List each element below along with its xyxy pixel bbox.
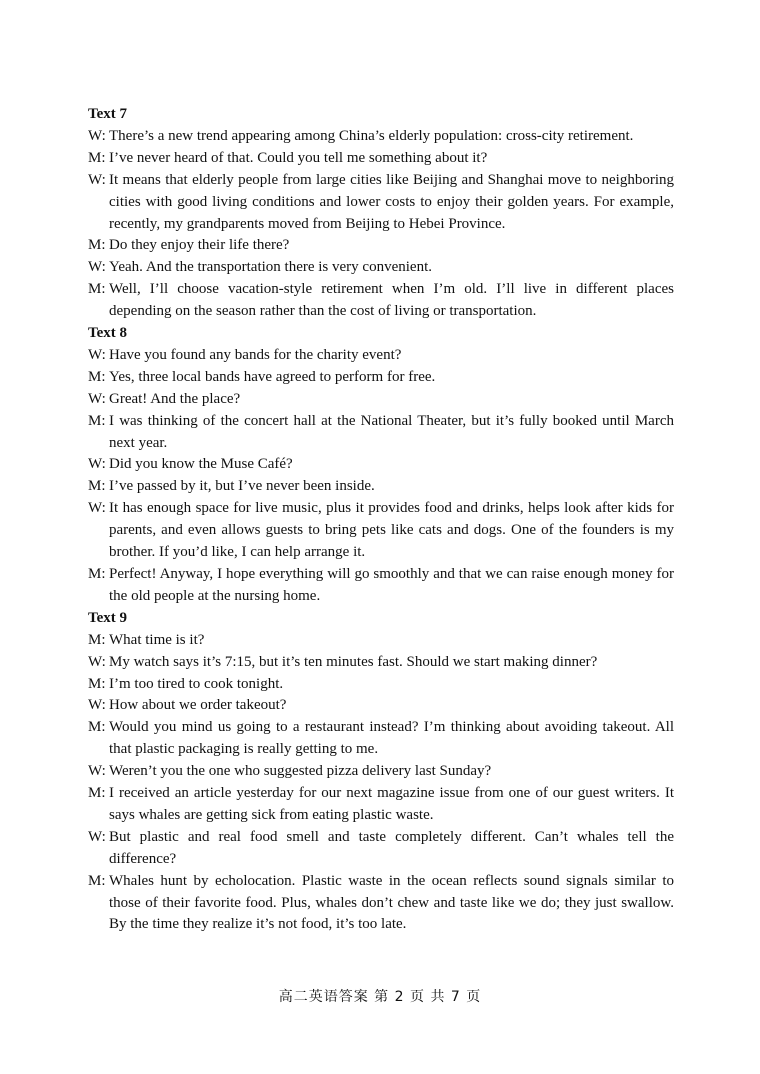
dialogue-text: Did you know the Muse Café? [109,456,293,473]
dialogue-line [88,871,674,937]
dialogue-line [88,148,674,170]
dialogue-line [88,630,674,652]
speaker-label: W: [88,171,106,188]
speaker-label: M: [88,281,106,298]
section-title: Text 8 [88,325,128,342]
speaker-label: W: [88,127,106,144]
dialogue-text: Great! And the place? [109,390,241,407]
dialogue-line [88,498,674,564]
dialogue-line [88,367,674,389]
dialogue-text: Yes, three local bands have agreed to perform for free. [109,368,436,385]
dialogue-line [88,695,674,717]
dialogue-line [88,674,674,696]
dialogue-line [88,717,674,761]
section-title: Text 9 [88,609,128,626]
section-title: Text 7 [88,106,128,122]
dialogue-text: How about we order takeout? [109,697,287,714]
dialogue-line [88,389,674,411]
dialogue-text: What time is it? [109,631,205,648]
section-text-9 [88,608,674,937]
speaker-label: M: [88,785,106,802]
dialogue-text: I’m too tired to cook tonight. [109,675,284,692]
dialogue-text: There’s a new trend appearing among China’s elderly population: cross-city retirement. [109,127,634,144]
section-text-8 [88,323,674,608]
speaker-label: M: [88,412,106,429]
speaker-label: W: [88,763,106,780]
dialogue-line [88,170,674,236]
speaker-label: M: [88,631,106,648]
dialogue-text: I was thinking of the concert hall at the National Theater, but it’s fully booked until March next year. [109,412,674,451]
dialogue-line [88,257,674,279]
speaker-label: M: [88,368,106,385]
dialogue-text: I’ve passed by it, but I’ve never been inside. [109,478,375,495]
speaker-label: M: [88,478,106,495]
speaker-label: W: [88,259,106,276]
dialogue-line [88,783,674,827]
dialogue-line [88,564,674,608]
dialogue-line [88,126,674,148]
dialogue-text: But plastic and real food smell and taste completely different. Can’t whales tell the difference? [109,828,674,867]
dialogue-text: Would you mind us going to a restaurant instead? I’m thinking about avoiding takeout. All that plastic packaging is really getting to me. [109,719,674,758]
dialogue-text: It has enough space for live music, plus it provides food and drinks, helps look after kids for parents, and even allows guests to bring pets like cats and dogs. One of the founders is my brother. If you’d like, I can help arrange it. [109,500,674,561]
transcript-page [88,104,674,936]
speaker-label: M: [88,566,106,582]
dialogue-text: Weren’t you the one who suggested pizza delivery last Sunday? [109,763,492,780]
section-text-7 [88,104,674,323]
speaker-label: M: [88,675,106,692]
speaker-label: W: [88,828,106,845]
dialogue-text: Perfect! Anyway, I hope everything will go smoothly and that we can raise enough money for the old people at the nursing home. [109,566,674,604]
dialogue-line [88,279,674,323]
speaker-label: W: [88,346,106,363]
dialogue-line [88,652,674,674]
dialogue-line [88,827,674,871]
dialogue-line [88,761,674,783]
dialogue-text: It means that elderly people from large cities like Beijing and Shanghai move to neighboring cities with good living conditions and lower costs to enjoy their golden years. For example, recently, my grandparents moved from Beijing to Hebei Province. [109,171,674,232]
speaker-label: M: [88,872,106,889]
speaker-label: W: [88,390,106,407]
page-footer: 高二英语答案 第 2 页 共 7 页 [278,989,482,1005]
speaker-label: W: [88,456,106,473]
dialogue-line [88,411,674,455]
dialogue-line [88,454,674,476]
dialogue-text: Yeah. And the transportation there is very convenient. [109,259,432,276]
dialogue-line [88,345,674,367]
speaker-label: M: [88,719,106,736]
speaker-label: W: [88,653,106,670]
dialogue-text: I’ve never heard of that. Could you tell me something about it? [109,149,488,166]
dialogue-text: Whales hunt by echolocation. Plastic waste in the ocean reflects sound signals similar to those of their favorite food. Plus, whales don’t chew and taste like we do; they just swallow. By the time they realize it’s not food, it’s too late. [109,872,674,933]
speaker-label: W: [88,697,106,714]
speaker-label: M: [88,237,106,254]
dialogue-text: Have you found any bands for the charity event? [109,346,402,363]
dialogue-line [88,476,674,498]
speaker-label: M: [88,149,106,166]
dialogue-text: Well, I’ll choose vacation-style retirement when I’m old. I’ll live in different places depending on the season rather than the cost of living or transportation. [109,281,674,320]
dialogue-text: Do they enjoy their life there? [109,237,290,254]
dialogue-text: I received an article yesterday for our next magazine issue from one of our guest writers. It says whales are getting sick from eating plastic waste. [109,785,674,823]
speaker-label: W: [88,500,106,517]
dialogue-text: My watch says it’s 7:15, but it’s ten minutes fast. Should we start making dinner? [109,653,598,670]
dialogue-line [88,235,674,257]
